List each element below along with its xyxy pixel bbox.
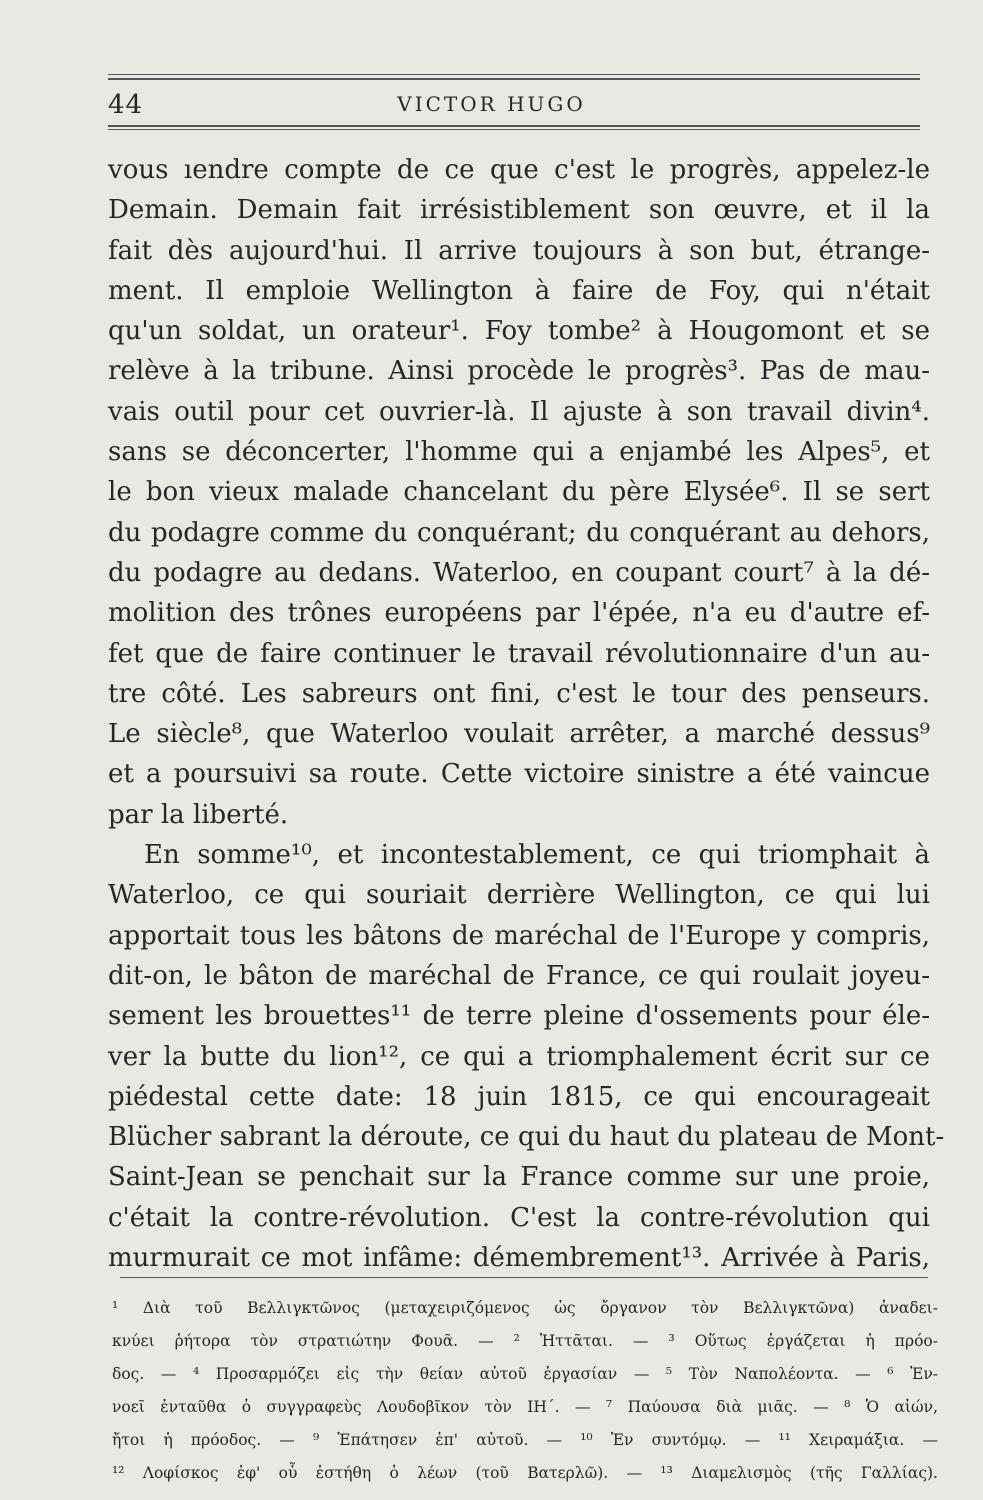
body-line: Le siècle⁸, que Waterloo voulait arrêter, a marché dessus⁹ bbox=[108, 719, 930, 750]
footnote-line: ¹ Διὰ τοῦ Βελλιγκτῶνος (μεταχειριζόμενος ὡς ὄργανον τὸν Βελλιγκτῶνα) ἀναδει- bbox=[112, 1299, 938, 1317]
body-text bbox=[108, 150, 945, 1278]
header-rule-bottom bbox=[108, 129, 920, 130]
header-rule-bottom-thick bbox=[108, 125, 920, 127]
footnote-line: κνύει ῥήτορα τὸν στρατιώτην Φουᾶ. — ² Ἡττᾶται. — ³ Οὕτως ἐργάζεται ἡ πρόο- bbox=[112, 1332, 938, 1350]
body-line-paragraph-end: par la liberté. bbox=[108, 799, 289, 830]
body-line: le bon vieux malade chancelant du père Elysée⁶. Il se sert bbox=[108, 477, 930, 508]
footnote-line: δος. — ⁴ Προσαρμόζει εἰς τὴν θείαν αὐτοῦ ἐργασίαν — ⁵ Τὸν Ναπολέοντα. — ⁶ Ἐν- bbox=[112, 1365, 938, 1383]
body-line: qu'un soldat, un orateur¹. Foy tombe² à Hougomont et se bbox=[108, 316, 930, 347]
body-line: Saint-Jean se penchait sur la France comme sur une proie, bbox=[108, 1162, 930, 1193]
header-rule-top bbox=[108, 74, 920, 75]
body-line: fait dès aujourd'hui. Il arrive toujours à son but, étrange- bbox=[108, 235, 930, 266]
footnotes bbox=[112, 1292, 938, 1490]
header-rule-top-thick bbox=[108, 78, 920, 80]
body-line: Blücher sabrant la déroute, ce qui du haut du plateau de Mont- bbox=[108, 1122, 945, 1153]
page-number: 44 bbox=[108, 90, 144, 120]
body-line: vais outil pour cet ouvrier-là. Il ajuste à son travail divin⁴. bbox=[108, 396, 930, 427]
body-line-paragraph-start: En somme¹⁰, et incontestablement, ce qui triomphait à bbox=[144, 840, 930, 871]
body-line: dit-on, le bâton de maréchal de France, ce qui roulait joyeu- bbox=[108, 960, 930, 991]
body-line: molition des trônes européens par l'épée, n'a eu d'autre ef- bbox=[108, 598, 930, 629]
body-line: c'était la contre-révolution. C'est la contre-révolution qui bbox=[108, 1202, 930, 1233]
body-line: du podagre au dedans. Waterloo, en coupant court⁷ à la dé- bbox=[108, 557, 930, 588]
body-line: tre côté. Les sabreurs ont fini, c'est le tour des penseurs. bbox=[108, 678, 930, 709]
footnote-line: ¹² Λοφίσκος ἐφ' οὗ ἐστήθη ὁ λέων (τοῦ Βατερλῶ). — ¹³ Διαμελισμὸς (τῆς Γαλλίας). bbox=[112, 1464, 938, 1482]
body-line: fet que de faire continuer le travail révolutionnaire d'un au- bbox=[108, 638, 930, 669]
body-line: du podagre comme du conquérant; du conquérant au dehors, bbox=[108, 517, 930, 548]
body-line: Waterloo, ce qui souriait derrière Wellington, ce qui lui bbox=[108, 880, 930, 911]
footnote-line: ἤτοι ἡ πρόοδος. — ⁹ Ἐπάτησεν ἐπ' αὐτοῦ. — ¹⁰ Ἐν συντόμῳ. — ¹¹ Χειραμάξια. — bbox=[112, 1431, 938, 1449]
body-line: murmurait ce mot infâme: démembrement¹³. Arrivée à Paris, bbox=[108, 1243, 930, 1274]
body-line: relève à la tribune. Ainsi procède le progrès³. Pas de mau- bbox=[108, 356, 930, 387]
body-line: ver la butte du lion¹², ce qui a triomphalement écrit sur ce bbox=[108, 1041, 930, 1072]
footnote-line: νοεῖ ἐνταῦθα ὁ συγγραφεὺς Λουδοβῖκον τὸν ΙΗ΄. — ⁷ Παύουσα διὰ μιᾶς. — ⁸ Ὁ αἰών, bbox=[112, 1398, 938, 1416]
body-line: Demain. Demain fait irrésistiblement son œuvre, et il la bbox=[108, 195, 930, 226]
body-line: vous ıendre compte de ce que c'est le progrès, appelez-le bbox=[108, 155, 930, 185]
body-line: ment. Il emploie Wellington à faire de Foy, qui n'était bbox=[108, 275, 930, 306]
running-title: VICTOR HUGO bbox=[397, 92, 586, 116]
body-line: sans se déconcerter, l'homme qui a enjambé les Alpes⁵, et bbox=[108, 437, 930, 468]
body-line: piédestal cette date: 18 juin 1815, ce qui encourageait bbox=[108, 1081, 930, 1112]
body-line: sement les brouettes¹¹ de terre pleine d'ossements pour éle- bbox=[108, 1001, 930, 1032]
body-line: apportait tous les bâtons de maréchal de l'Europe y compris, bbox=[108, 920, 930, 951]
body-line: et a poursuivi sa route. Cette victoire sinistre a été vaincue bbox=[108, 759, 930, 790]
footnote-rule bbox=[120, 1277, 928, 1278]
